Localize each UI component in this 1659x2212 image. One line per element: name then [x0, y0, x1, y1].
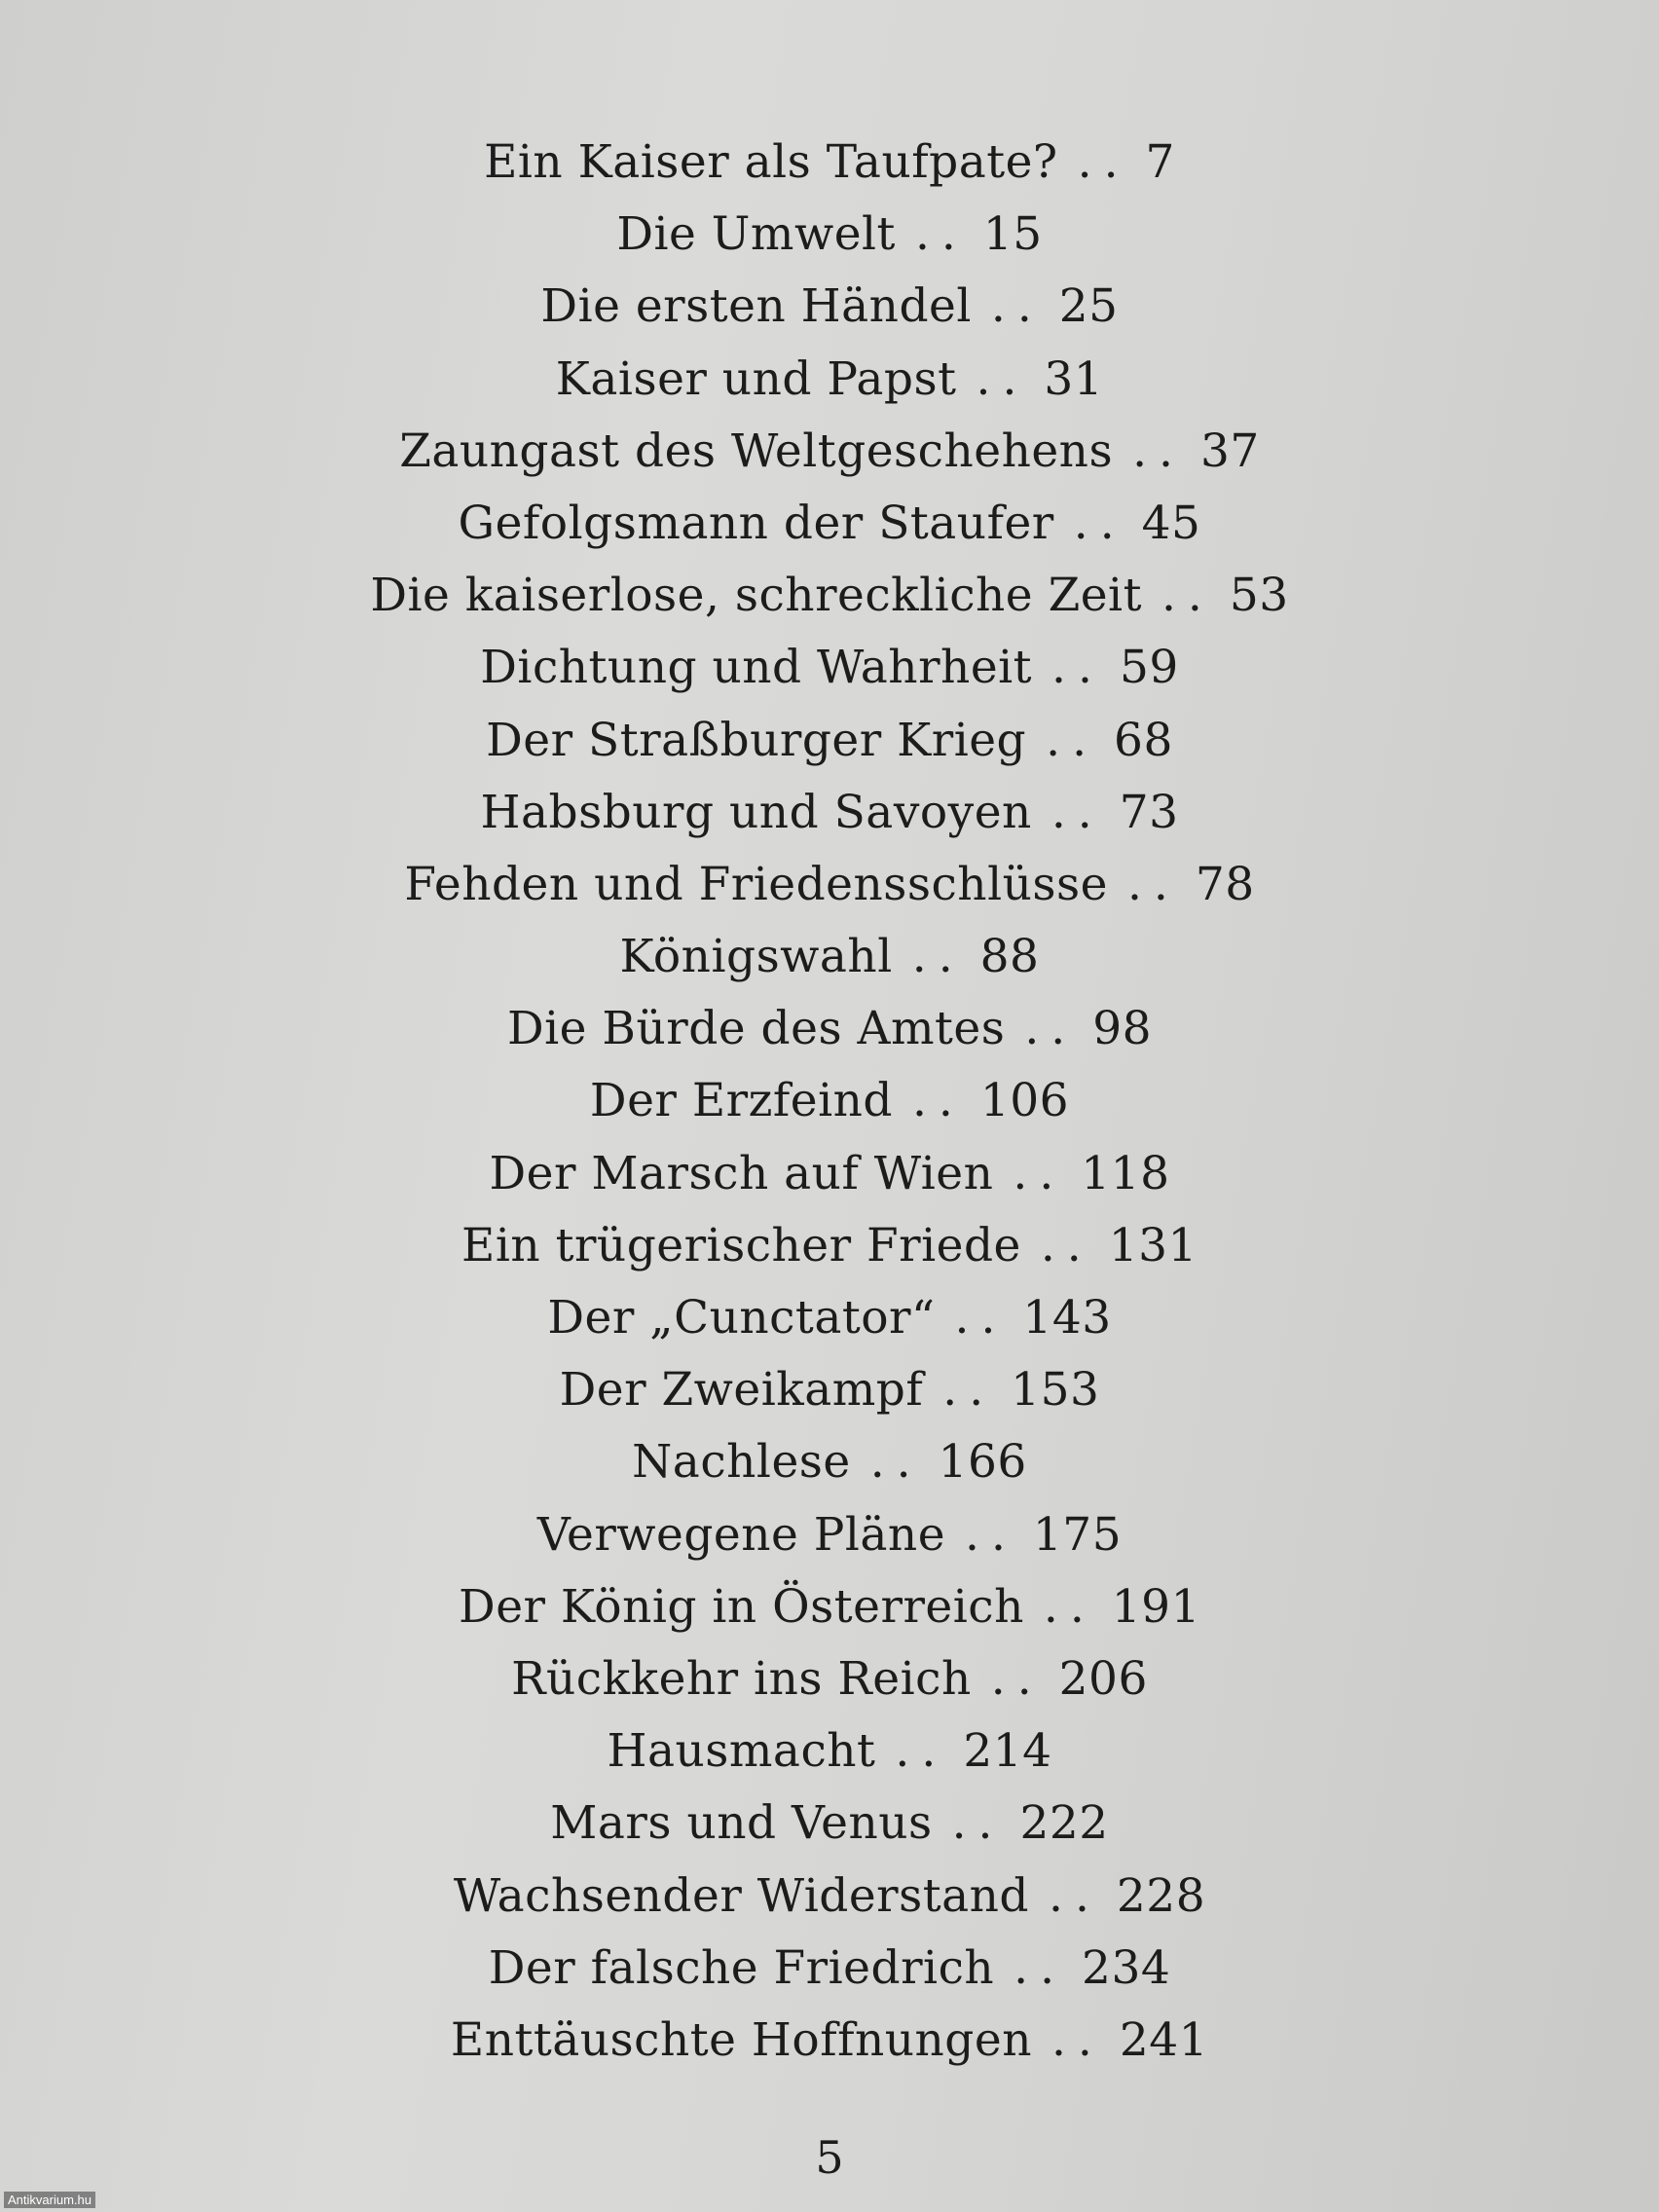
toc-entry [0, 1354, 1659, 1426]
toc-entry-page: 166 [938, 1435, 1027, 1490]
toc-entry-leader: .. [990, 1651, 1044, 1706]
toc-entry-title: Der Erzfeind [589, 1074, 893, 1128]
toc-entry-title: Der falsche Friedrich [488, 1940, 995, 1995]
toc-entry-page: 143 [1022, 1291, 1112, 1345]
toc-entry [0, 1499, 1659, 1571]
toc-entry-title: Hausmacht [607, 1724, 876, 1779]
toc-entry-title: Kaiser und Papst [555, 351, 957, 406]
toc-entry-leader: .. [911, 1074, 965, 1128]
toc-entry-leader: .. [1161, 569, 1214, 623]
toc-entry-leader: .. [954, 1291, 1008, 1345]
toc-entry-page: 68 [1114, 713, 1173, 767]
toc-entry-title: Die Bürde des Amtes [506, 1002, 1006, 1056]
toc-entry-leader: .. [942, 1363, 996, 1418]
toc-entry-title: Die Umwelt [616, 207, 896, 262]
toc-entry [0, 1788, 1659, 1860]
toc-entry [0, 1933, 1659, 2005]
toc-entry-leader: .. [1051, 785, 1104, 839]
toc-entry-page: 206 [1058, 1651, 1148, 1706]
toc-entry-leader: .. [1051, 2012, 1104, 2067]
toc-entry-leader: .. [1051, 641, 1104, 695]
toc-entry-page: 25 [1058, 279, 1119, 334]
toc-entry [0, 1065, 1659, 1137]
toc-entry-page: 222 [1019, 1796, 1109, 1851]
toc-entry-page: 191 [1111, 1579, 1200, 1634]
toc-entry [0, 271, 1659, 343]
toc-entry-title: Königswahl [619, 930, 893, 984]
toc-entry [0, 1282, 1659, 1354]
toc-entry-leader: .. [1049, 1868, 1101, 1923]
toc-entry-page: 37 [1199, 424, 1260, 478]
toc-entry-page: 118 [1081, 1146, 1170, 1200]
toc-entry-title: Die kaiserlose, schreckliche Zeit [370, 569, 1142, 623]
toc-entry-leader: .. [914, 207, 968, 262]
toc-entry-page: 214 [963, 1724, 1052, 1779]
toc-entry-page: 228 [1116, 1868, 1206, 1923]
toc-entry-leader: .. [895, 1724, 948, 1779]
toc-entry-title: Ein Kaiser als Taufpate? [484, 135, 1058, 189]
toc-entry-title: Gefolgsmann der Staufer [458, 496, 1054, 550]
toc-entry [0, 921, 1659, 993]
page-number: 5 [815, 2131, 844, 2184]
toc-entry [0, 849, 1659, 921]
toc-entry [0, 1715, 1659, 1788]
toc-entry-title: Wachsender Widerstand [453, 1868, 1029, 1923]
toc-entry-title: Dichtung und Wahrheit [480, 641, 1033, 695]
watermark: Antikvarium.hu [4, 2192, 95, 2208]
toc-entry-title: Enttäuschte Hoffnungen [450, 2012, 1032, 2067]
toc-entry-leader: .. [1040, 1218, 1093, 1272]
table-of-contents [0, 127, 1659, 2077]
toc-entry-leader: .. [1043, 1579, 1096, 1634]
toc-entry [0, 1210, 1659, 1282]
toc-entry-title: Mars und Venus [550, 1796, 933, 1851]
toc-entry-leader: .. [869, 1435, 923, 1490]
toc-entry [0, 2005, 1659, 2077]
toc-entry-leader: .. [990, 279, 1044, 334]
toc-entry-title: Die ersten Händel [540, 279, 972, 334]
toc-entry [0, 488, 1659, 560]
toc-entry [0, 705, 1659, 777]
toc-entry-page: 131 [1108, 1218, 1198, 1272]
toc-entry-leader: .. [1073, 496, 1126, 550]
toc-entry-leader: .. [1024, 1002, 1078, 1056]
toc-entry-leader: .. [1077, 135, 1130, 189]
toc-entry [0, 560, 1659, 632]
toc-entry [0, 777, 1659, 849]
toc-entry-page: 15 [982, 207, 1043, 262]
toc-entry-leader: .. [1126, 857, 1180, 911]
toc-entry-page: 88 [979, 930, 1040, 984]
toc-entry-page: 106 [979, 1074, 1070, 1128]
toc-entry-leader: .. [1014, 1940, 1067, 1995]
toc-entry-page: 73 [1119, 785, 1179, 839]
toc-entry-page: 78 [1195, 857, 1255, 911]
toc-entry [0, 344, 1659, 416]
toc-entry-page: 59 [1119, 641, 1179, 695]
toc-entry-leader: .. [1132, 424, 1185, 478]
toc-entry-page: 7 [1145, 135, 1175, 189]
toc-entry-page: 98 [1092, 1002, 1153, 1056]
toc-entry-page: 153 [1011, 1363, 1100, 1418]
toc-entry-page: 53 [1229, 569, 1289, 623]
toc-entry [0, 632, 1659, 704]
toc-entry [0, 1138, 1659, 1210]
toc-entry-title: Der König in Österreich [459, 1579, 1024, 1634]
toc-entry [0, 1861, 1659, 1933]
toc-entry-title: Habsburg und Savoyen [480, 785, 1032, 839]
toc-entry [0, 1571, 1659, 1643]
toc-entry-leader: .. [976, 351, 1029, 406]
toc-entry-title: Ein trügerischer Friede [461, 1218, 1021, 1272]
toc-entry-title: Der Straßburger Krieg [486, 713, 1027, 767]
toc-entry-title: Zaungast des Weltgeschehens [399, 424, 1114, 478]
toc-entry-leader: .. [1013, 1146, 1066, 1200]
toc-entry [0, 416, 1659, 488]
toc-entry [0, 1426, 1659, 1498]
toc-entry-leader: .. [951, 1796, 1005, 1851]
toc-entry-page: 31 [1044, 351, 1104, 406]
toc-entry-title: Der „Cunctator“ [547, 1291, 936, 1345]
toc-entry [0, 993, 1659, 1065]
toc-entry-title: Rückkehr ins Reich [511, 1651, 972, 1706]
toc-entry-leader: .. [1046, 713, 1099, 767]
toc-entry-page: 241 [1119, 2012, 1209, 2067]
toc-entry-leader: .. [965, 1507, 1017, 1562]
toc-entry-page: 45 [1141, 496, 1201, 550]
toc-entry [0, 1643, 1659, 1715]
toc-entry-title: Fehden und Friedensschlüsse [404, 857, 1108, 911]
toc-entry-page: 234 [1082, 1940, 1171, 1995]
toc-entry-title: Nachlese [632, 1435, 851, 1490]
toc-entry-page: 175 [1032, 1507, 1123, 1562]
toc-entry-title: Der Marsch auf Wien [489, 1146, 994, 1200]
toc-entry-title: Der Zweikampf [559, 1363, 924, 1418]
toc-entry [0, 127, 1659, 199]
toc-entry-leader: .. [911, 930, 965, 984]
toc-entry [0, 199, 1659, 271]
toc-entry-title: Verwegene Pläne [536, 1507, 946, 1562]
